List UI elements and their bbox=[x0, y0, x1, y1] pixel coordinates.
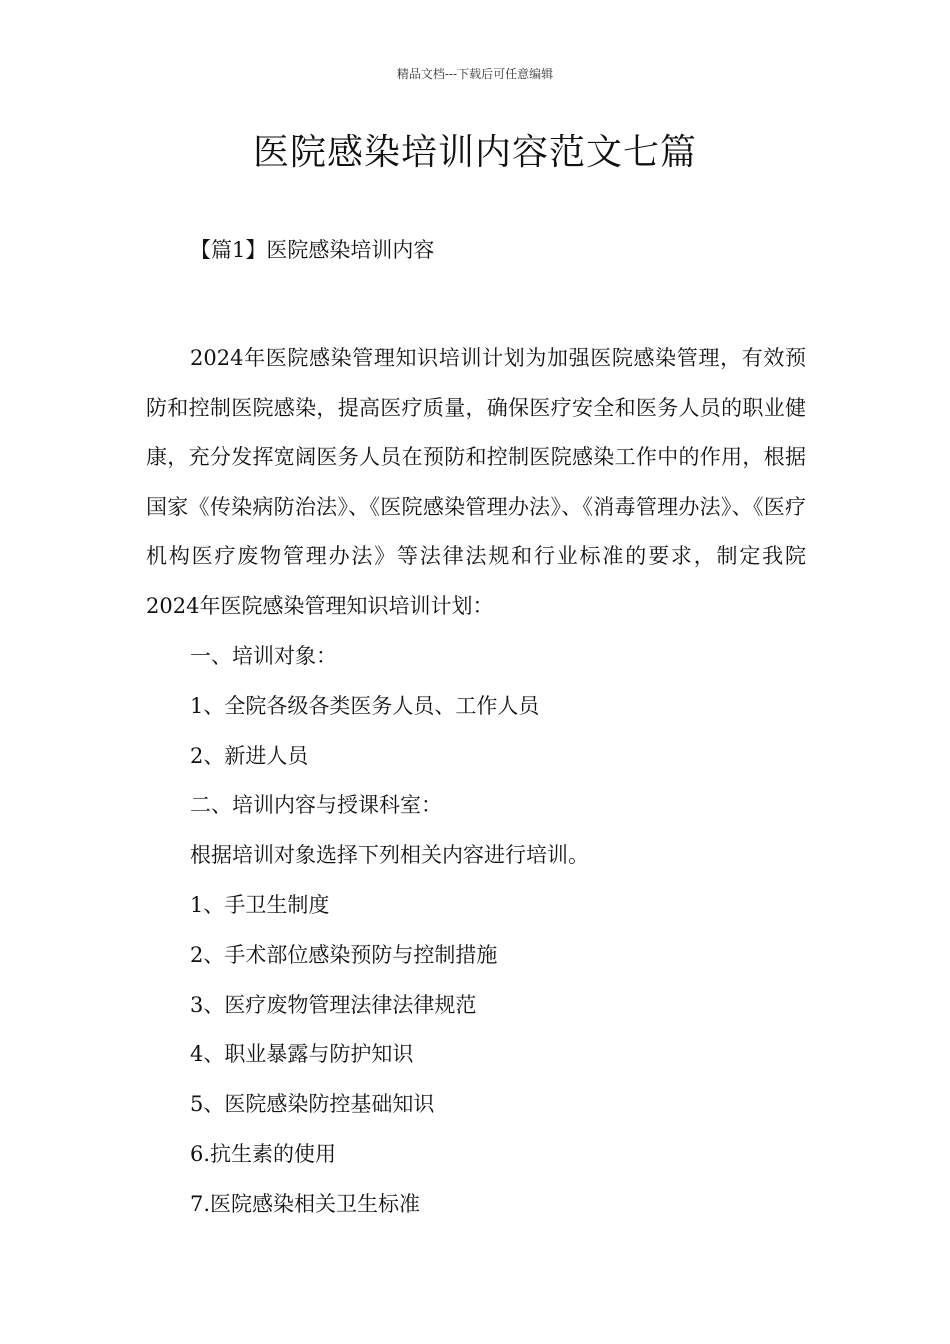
document-title: 医院感染培训内容范文七篇 bbox=[252, 132, 697, 173]
list-line: 6.抗生素的使用 bbox=[190, 1141, 337, 1166]
list-line: 4、职业暴露与防护知识 bbox=[190, 1042, 414, 1067]
section-heading: 【篇1】医院感染培训内容 bbox=[190, 238, 435, 262]
list-line: 7.医院感染相关卫生标准 bbox=[190, 1191, 421, 1216]
list-line: 3、医疗废物管理法律法律规范 bbox=[190, 992, 477, 1017]
list-line: 1、全院各级各类医务人员、工作人员 bbox=[190, 693, 540, 718]
header-note: 精品文档---下载后可任意编辑 bbox=[396, 67, 554, 81]
list-line: 二、培训内容与授课科室： bbox=[190, 793, 442, 818]
list-line: 1、手卫生制度 bbox=[190, 892, 330, 917]
list-line: 5、医院感染防控基础知识 bbox=[190, 1092, 435, 1117]
list-line: 2、手术部位感染预防与控制措施 bbox=[190, 942, 498, 967]
content-list bbox=[190, 632, 810, 1230]
list-line: 2、新进人员 bbox=[190, 743, 309, 768]
list-line: 一、培训对象： bbox=[190, 644, 337, 668]
intro-paragraph: 2024年医院感染管理知识培训计划为加强医院感染管理，有效预防和控制医院感染，提高医疗质量，确保医疗安全和医务人员的职业健康，充分发挥宽阔医务人员在预防和控制医院感染工作中的作用，根据国家《传染病防治法》、《医院感染管理办法》、《消毒管理办法》、《医疗机构医疗废物管理办法》等法律法规和行业标准的要求，制定我院2024年医院感染管理知识培训计划： bbox=[146, 346, 806, 618]
list-line: 根据培训对象选择下列相关内容进行培训。 bbox=[190, 843, 589, 868]
